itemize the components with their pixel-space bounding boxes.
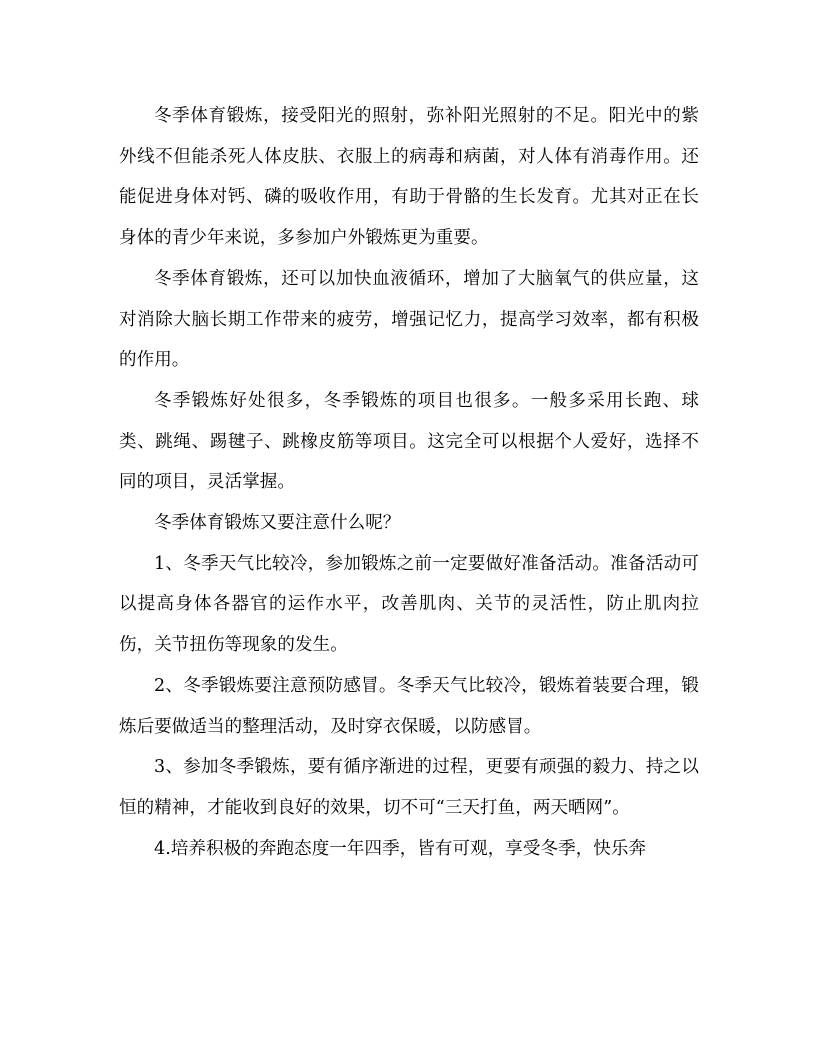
paragraph-tip-perseverance: 3、参加冬季锻炼，要有循序渐进的过程，更要有顽强的毅力、持之以恒的精神，才能收到良好的效果，切不可“三天打鱼，两天晒网”。 bbox=[119, 757, 699, 818]
paragraph-tip-positive-attitude: 4.培养积极的奔跑态度一年四季，皆有可观，享受冬季，快乐奔 bbox=[154, 838, 647, 859]
paragraph-sunlight-benefits: 冬季体育锻炼，接受阳光的照射，弥补阳光照射的不足。阳光中的紫外线不但能杀死人体皮肤、衣服上的病毒和病菌，对人体有消毒作用。还能促进身体对钙、磷的吸收作用，有助于骨骼的生长发育。尤其对正在长身体的青少年来说，多参加户外锻炼更为重要。 bbox=[119, 106, 699, 249]
paragraph-blood-circulation: 冬季体育锻炼，还可以加快血液循环，增加了大脑氧气的供应量，这对消除大脑长期工作带来的疲劳，增强记忆力，提高学习效率，都有积极的作用。 bbox=[119, 268, 699, 371]
document-body bbox=[119, 96, 699, 869]
paragraph-tip-warm-up: 1、冬季天气比较冷，参加锻炼之前一定要做好准备活动。准备活动可以提高身体各器官的运作水平，改善肌肉、关节的灵活性，防止肌肉拉伤，关节扭伤等现象的发生。 bbox=[119, 553, 699, 656]
paragraph-exercise-options: 冬季锻炼好处很多，冬季锻炼的项目也很多。一般多采用长跑、球类、跳绳、踢毽子、跳橡皮筋等项目。这完全可以根据个人爱好，选择不同的项目，灵活掌握。 bbox=[119, 390, 699, 493]
paragraph-precautions-question: 冬季体育锻炼又要注意什么呢？ bbox=[154, 513, 401, 534]
paragraph-tip-prevent-cold: 2、冬季锻炼要注意预防感冒。冬季天气比较冷，锻炼着装要合理，锻炼后要做适当的整理活动，及时穿衣保暖，以防感冒。 bbox=[119, 675, 699, 737]
